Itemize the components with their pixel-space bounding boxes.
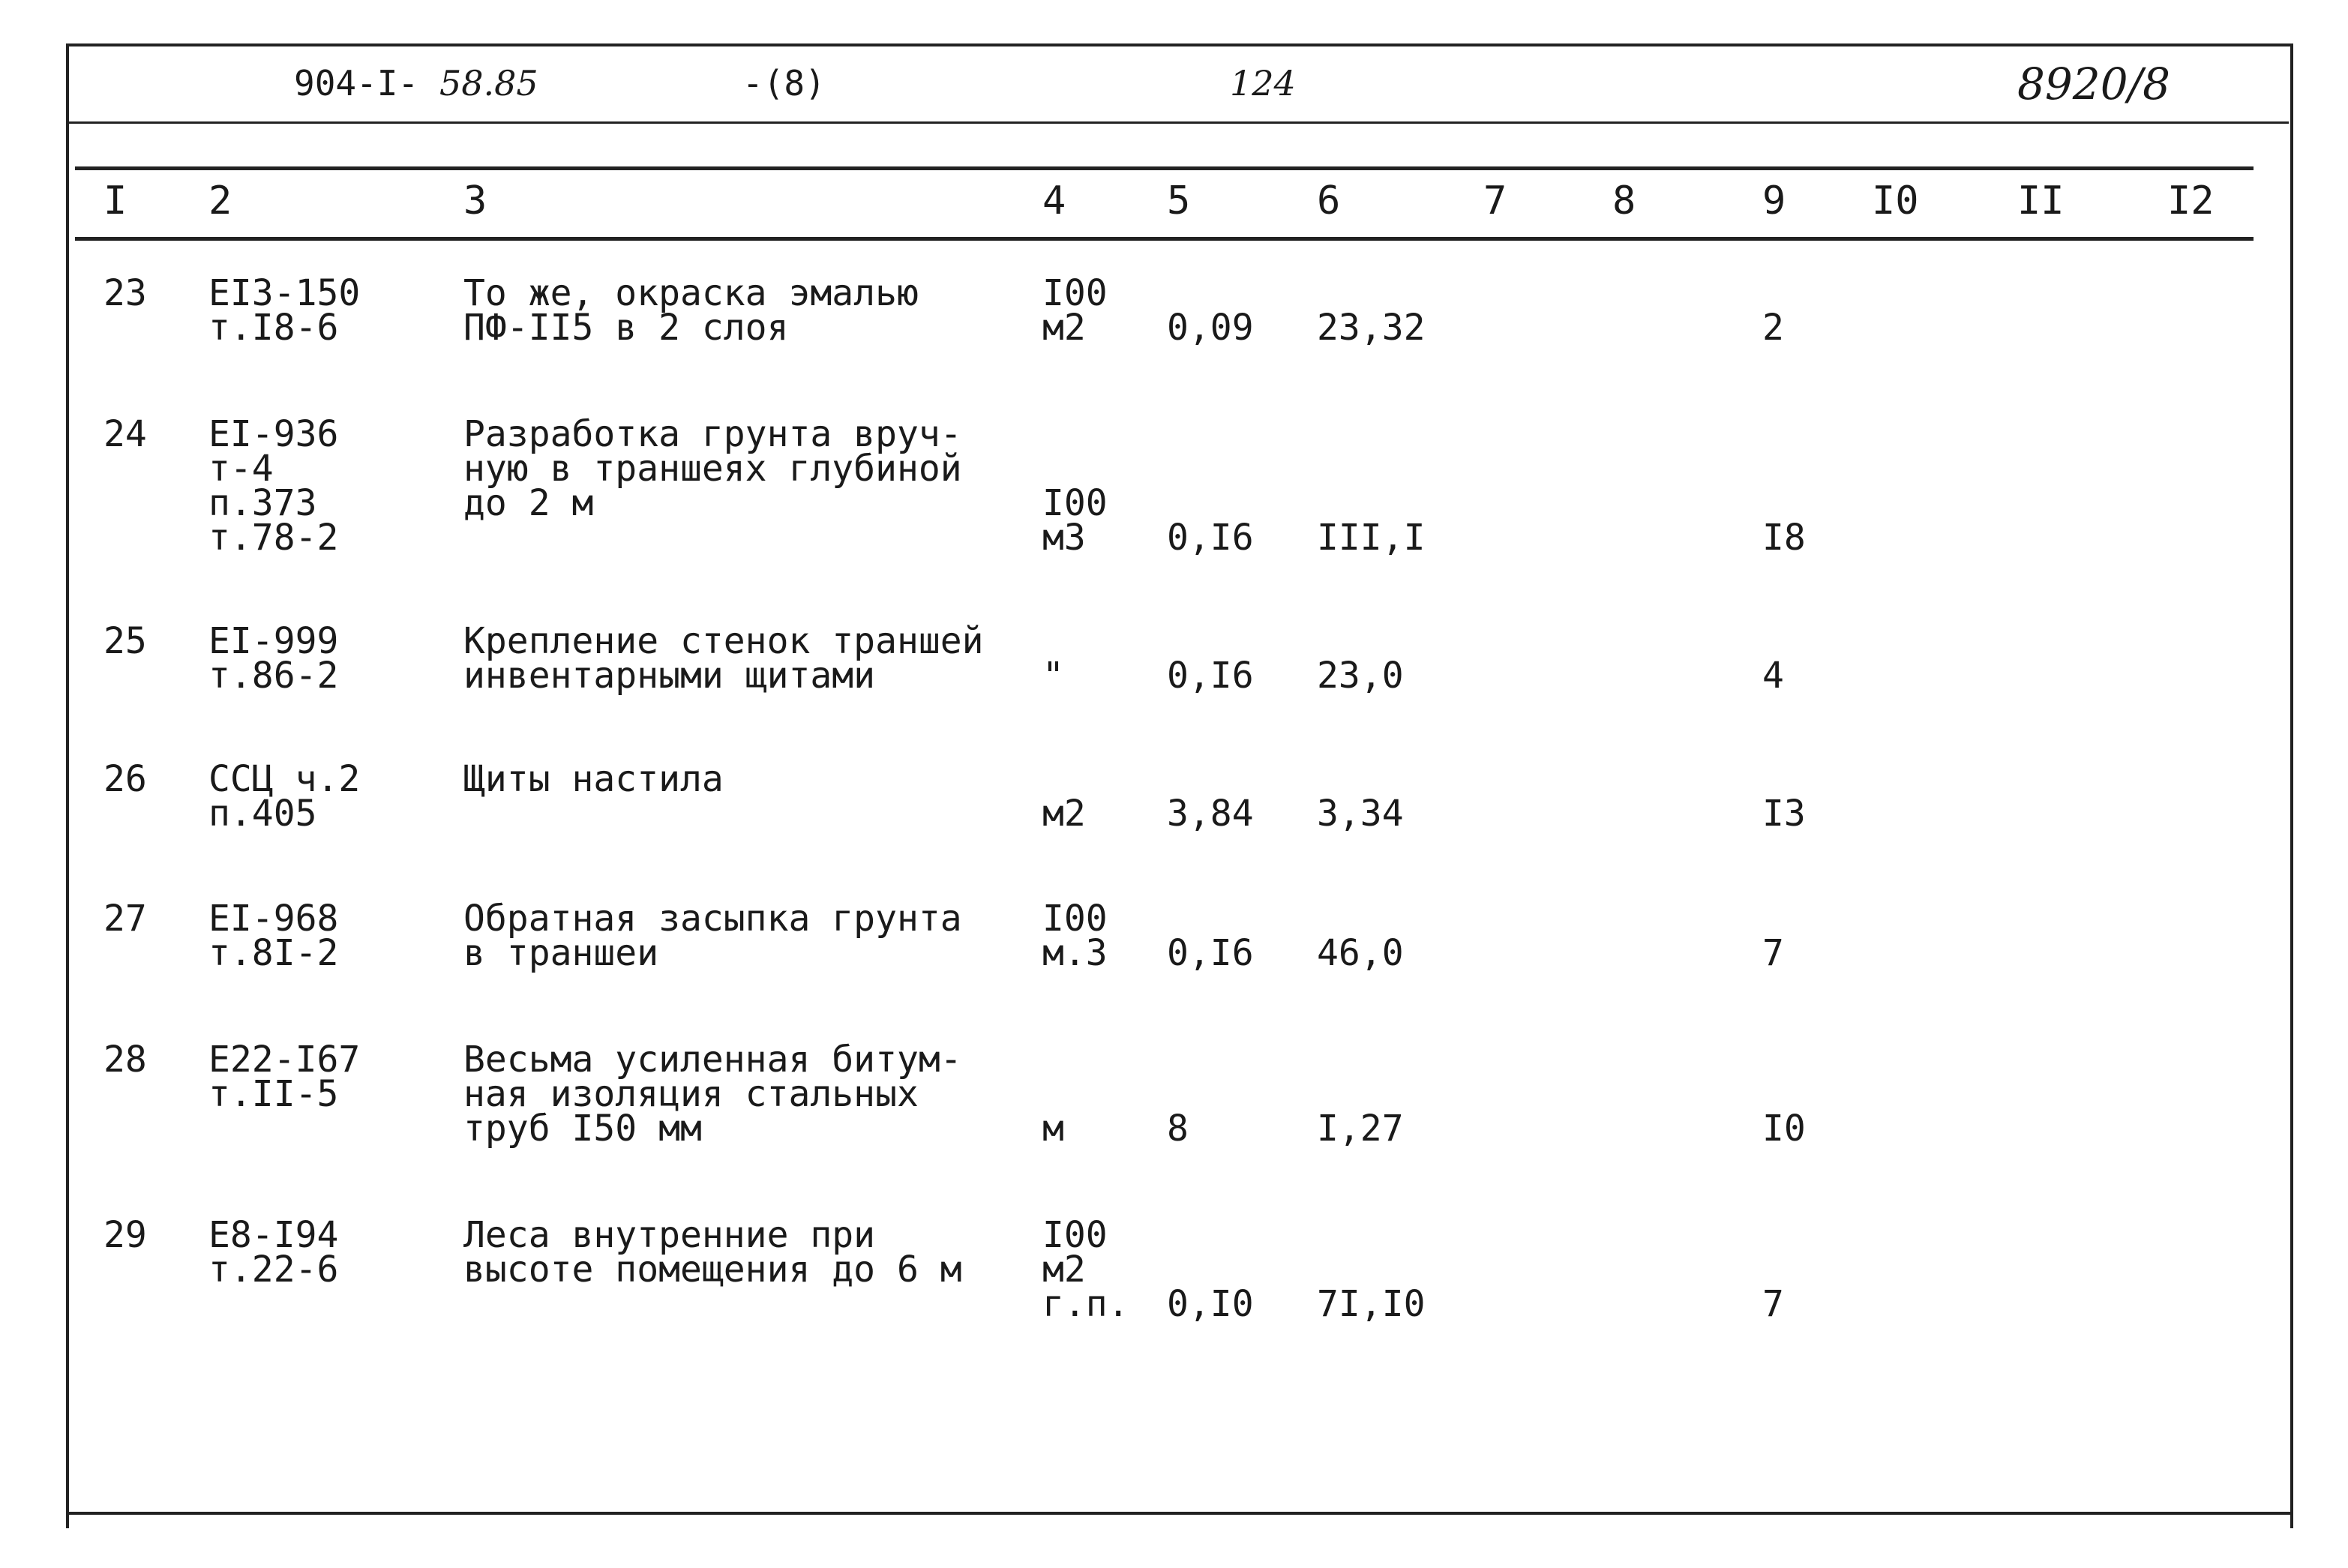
column-number: 2 [208, 178, 232, 223]
header-divider [69, 121, 2289, 124]
norm-code: EI-936 [208, 413, 339, 455]
column-9-value: I8 [1762, 517, 1806, 559]
column-9-value: 7 [1762, 932, 1784, 974]
work-description: Леса внутренние при [463, 1214, 876, 1256]
unit: м3 [1042, 517, 1086, 559]
column-9-value: I0 [1762, 1108, 1806, 1150]
column-9-value: 7 [1762, 1283, 1784, 1325]
norm-code: т.86-2 [208, 655, 339, 697]
unit-price: 7I,I0 [1317, 1283, 1426, 1325]
quantity: 0,I6 [1167, 517, 1254, 559]
column-number: I [103, 178, 127, 223]
row-number: 28 [103, 1039, 147, 1081]
row-number: 29 [103, 1214, 147, 1256]
row-number: 24 [103, 413, 147, 455]
series-code-handwritten: 58.85 [439, 63, 538, 103]
unit: I00 [1042, 482, 1108, 524]
unit: м2 [1042, 793, 1086, 835]
column-9-value: 4 [1762, 655, 1784, 697]
quantity: 0,09 [1167, 307, 1254, 349]
unit: I00 [1042, 898, 1108, 940]
norm-code: EI-968 [208, 898, 339, 940]
column-number: 7 [1483, 178, 1507, 223]
work-description: Щиты настила [463, 758, 724, 800]
column-number: 8 [1612, 178, 1636, 223]
column-number: II [2017, 178, 2065, 223]
quantity: 0,I6 [1167, 655, 1254, 697]
unit: м2 [1042, 307, 1086, 349]
quantity: 0,I6 [1167, 932, 1254, 974]
column-9-value: I3 [1762, 793, 1806, 835]
column-number: 4 [1042, 178, 1066, 223]
work-description: в траншеи [463, 932, 659, 974]
norm-code: ССЦ ч.2 [208, 758, 361, 800]
unit: г.п. [1042, 1283, 1129, 1325]
unit: м.3 [1042, 932, 1108, 974]
work-description: Крепление стенок траншей [463, 620, 984, 662]
norm-code: т.I8-6 [208, 307, 339, 349]
column-number: 6 [1317, 178, 1341, 223]
norm-code: E22-I67 [208, 1039, 361, 1081]
column-number: I2 [2167, 178, 2215, 223]
work-description: Весьма усиленная битум- [463, 1039, 962, 1081]
frame-bottom-rule [66, 1512, 2293, 1515]
quantity: 0,I0 [1167, 1283, 1254, 1325]
norm-code: т.78-2 [208, 517, 339, 559]
document-number: 8920/8 [2017, 58, 2171, 109]
unit: м2 [1042, 1249, 1086, 1291]
work-description: Обратная засыпка грунта [463, 898, 962, 940]
quantity: 8 [1167, 1108, 1189, 1150]
unit-price: 23,32 [1317, 307, 1426, 349]
column-header-rule [75, 237, 2254, 241]
unit: м [1042, 1108, 1064, 1150]
norm-code: т.8I-2 [208, 932, 339, 974]
unit-price: I,27 [1317, 1108, 1404, 1150]
row-number: 26 [103, 758, 147, 800]
norm-code: т.22-6 [208, 1249, 339, 1291]
work-description: инвентарными щитами [463, 655, 876, 697]
work-description: ная изоляция стальных [463, 1073, 919, 1115]
part-number: -(8) [742, 63, 826, 103]
quantity: 3,84 [1167, 793, 1254, 835]
unit: I00 [1042, 1214, 1108, 1256]
unit: " [1042, 655, 1064, 697]
column-number: 9 [1762, 178, 1786, 223]
work-description: ПФ-II5 в 2 слоя [463, 307, 789, 349]
column-number: 3 [463, 178, 487, 223]
column-number: I0 [1872, 178, 1919, 223]
work-description: высоте помещения до 6 м [463, 1249, 962, 1291]
unit-price: 46,0 [1317, 932, 1404, 974]
row-number: 25 [103, 620, 147, 662]
unit-price: 3,34 [1317, 793, 1404, 835]
work-description: до 2 м [463, 482, 594, 524]
unit-price: III,I [1317, 517, 1426, 559]
norm-code: п.373 [208, 482, 317, 524]
page-number: 124 [1230, 63, 1296, 103]
norm-code: EI-999 [208, 620, 339, 662]
norm-code: EI3-150 [208, 272, 361, 314]
norm-code: п.405 [208, 793, 317, 835]
work-description: То же, окраска эмалью [463, 272, 919, 314]
row-number: 23 [103, 272, 147, 314]
column-number: 5 [1167, 178, 1191, 223]
column-9-value: 2 [1762, 307, 1784, 349]
norm-code: т.II-5 [208, 1073, 339, 1115]
series-code: 904-I- [294, 63, 419, 103]
norm-code: E8-I94 [208, 1214, 339, 1256]
norm-code: т-4 [208, 448, 274, 490]
work-description: ную в траншеях глубиной [463, 448, 962, 490]
unit: I00 [1042, 272, 1108, 314]
row-number: 27 [103, 898, 147, 940]
table-top-rule [75, 166, 2254, 170]
work-description: труб I50 мм [463, 1108, 702, 1150]
work-description: Разработка грунта вруч- [463, 413, 962, 455]
unit-price: 23,0 [1317, 655, 1404, 697]
frame-corner [2290, 1512, 2293, 1528]
